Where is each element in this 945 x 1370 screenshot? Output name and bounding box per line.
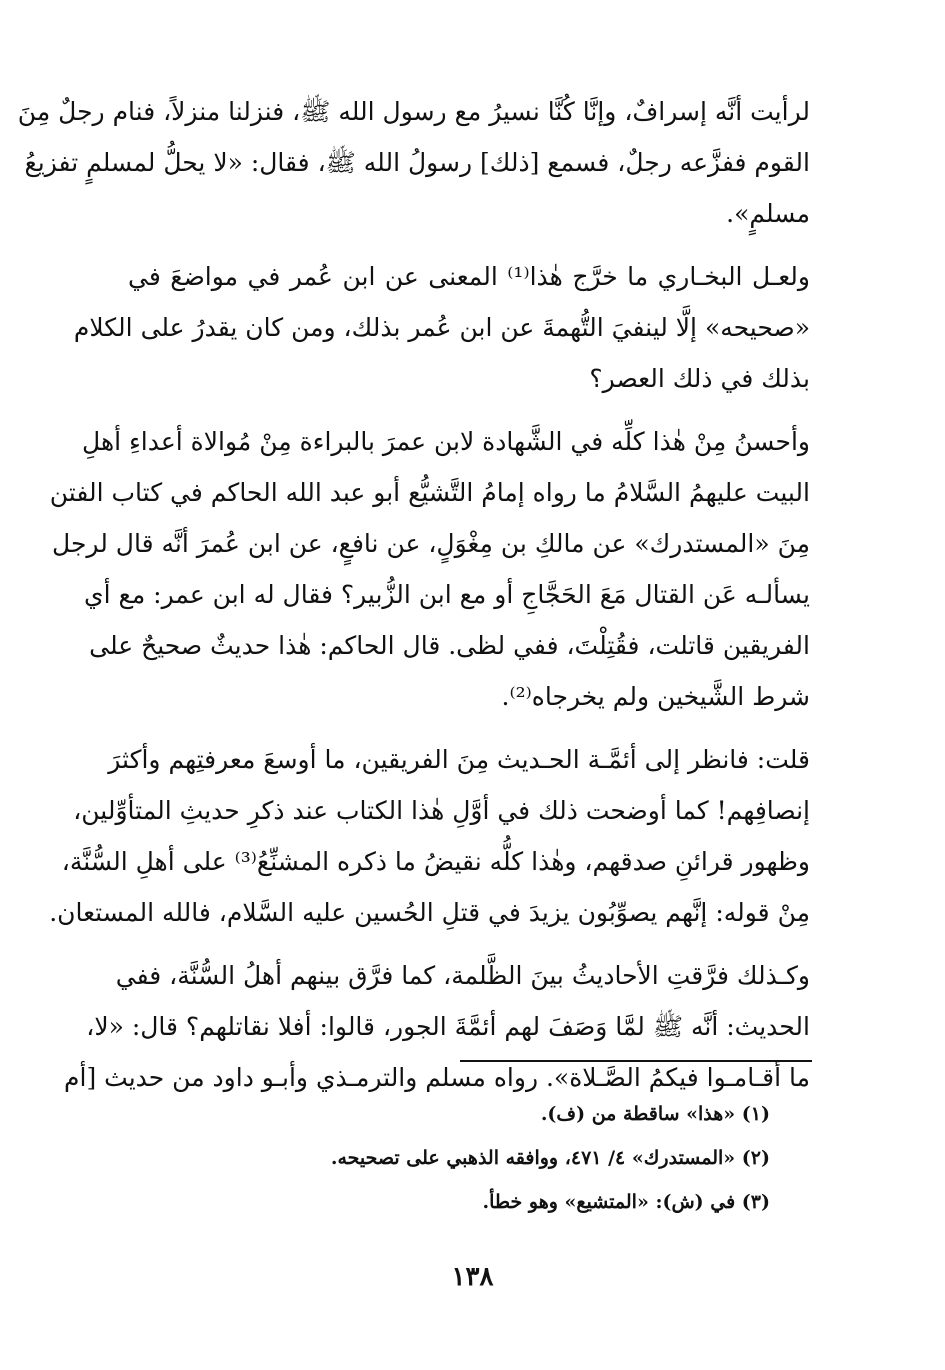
text-line: وكـذلك فرَّقتِ الأحاديثُ بينَ الظَّلمة، كما فرَّق بينهم أهلُ السُّنَّة، ففي	[115, 961, 810, 990]
text-line: إنصافِهم! كما أوضحت ذلك في أوَّلِ هٰذا الكتاب عند ذكرِ حديثِ المتأوِّلين،	[73, 796, 810, 825]
text-line: ما أقـامـوا فيكمُ الصَّـلاة». رواه مسلم والترمـذي وأبـو داود من حديث [أم	[64, 1063, 810, 1092]
text-line: مسلمٍ».	[726, 199, 810, 228]
text-line: شرط الشَّيخين ولم يخرجاه⁽²⁾.	[501, 682, 810, 711]
text-line: الفريقين قاتلت، فقُتِلْتَ، ففي لظى. قال الحاكم: هٰذا حديثٌ صحيحٌ على	[89, 631, 810, 660]
main-text	[17, 86, 810, 1103]
footnote-2: (٢) «المستدرك» ٤/ ٤٧١، ووافقه الذهبي على تصحيحه.	[330, 1147, 770, 1169]
paragraph-gap	[128, 404, 810, 416]
paragraph-4	[49, 734, 810, 938]
page-number: ١٣٨	[451, 1262, 494, 1292]
paragraph-1	[17, 86, 810, 239]
footnote-divider	[460, 1060, 812, 1062]
text-line: وأحسنُ مِنْ هٰذا كلِّه في الشَّهادة لابن عمرَ بالبراءة مِنْ مُوالاة أعداءِ أهلِ	[82, 427, 810, 456]
text-line: قلت: فانظر إلى أئمَّـة الحـديث مِنَ الفريقين، ما أوسعَ معرفتِهم وأكثرَ	[108, 745, 810, 774]
text-line: مِنَ «المستدرك» عن مالكِ بن مِغْوَلٍ، عن نافعٍ، عن ابن عُمرَ أنَّه قال لرجل	[52, 529, 810, 558]
footnote-3: (٣) في (ش): «المتشيع» وهو خطأ.	[482, 1191, 770, 1213]
text-line: بذلك في ذلك العصر؟	[589, 364, 810, 393]
paragraph-gap	[128, 239, 810, 251]
text-line: «صحيحه» إلَّا لينفيَ التُّهمةَ عن ابن عُمر بذلك، ومن كان يقدرُ على الكلام	[73, 313, 810, 342]
footnote-1: (١) «هذا» ساقطة من (ف).	[540, 1103, 770, 1125]
paragraph-2	[73, 251, 810, 404]
paragraph-5	[64, 950, 810, 1103]
paragraph-gap	[128, 938, 810, 950]
text-line: يسألـه عَن القتال مَعَ الحَجَّاجِ أو مع ابن الزُّبير؟ فقال له ابن عمر: مع أي	[84, 580, 810, 609]
paragraph-gap	[128, 722, 810, 734]
text-line: الحديث: أنَّه ﷺ لمَّا وَصَفَ لهم أئمَّةَ الجور، قالوا: أفلا نقاتلهم؟ قال: «لا،	[86, 1012, 810, 1041]
footnotes	[300, 1092, 770, 1224]
text-line: مِنْ قوله: إنَّهم يصوِّبُون يزيدَ في قتلِ الحُسين عليه السَّلام، فالله المستعان.	[49, 898, 810, 927]
paragraph-3	[49, 416, 810, 722]
text-line: لرأيت أنَّه إسرافٌ، وإنَّا كُنَّا نسيرُ مع رسول الله ﷺ، فنزلنا منزلاً، فنام رجلٌ مِنَ	[17, 97, 810, 126]
text-line: وظهور قرائنِ صدقهم، وهٰذا كلُّه نقيضُ ما ذكره المشنِّعُ⁽³⁾ على أهلِ السُّنَّة،	[61, 847, 810, 876]
text-line: ولعـل البخـاري ما خرَّج هٰذا⁽¹⁾ المعنى عن ابن عُمر في مواضعَ في	[128, 262, 810, 291]
text-line: البيت عليهمُ السَّلامُ ما رواه إمامُ التَّشيُّع أبو عبد الله الحاكم في كتاب الفتن	[49, 478, 810, 507]
text-line: القوم ففزَّعه رجلٌ، فسمع [ذلك] رسولُ الله ﷺ، فقال: «لا يحلُّ لمسلمٍ تفزيعُ	[24, 148, 810, 177]
